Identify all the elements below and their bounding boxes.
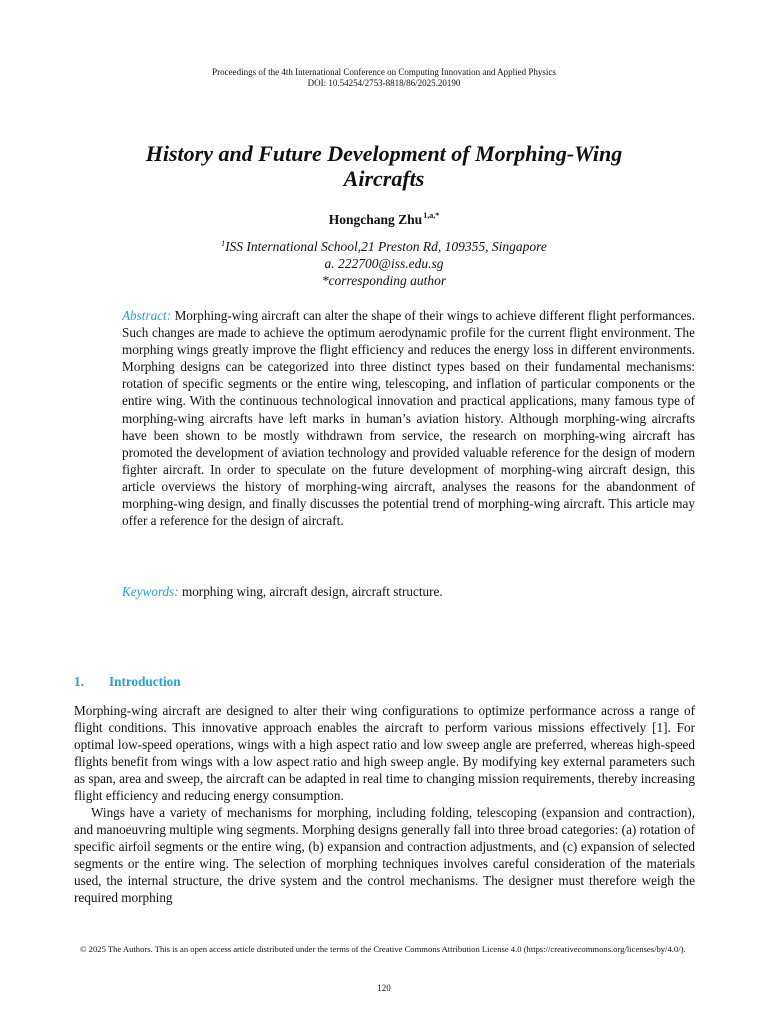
keywords xyxy=(122,583,695,600)
abstract-text: Morphing-wing aircraft can alter the shape of their wings to achieve different flight performances. Such changes are made to achieve the optimum aerodynamic profile for the current flight environment. The morphing wings greatly improve the flight efficiency and reduces the energy loss in different environments. Morphing designs can be categorized into three distinct types based on their fundamental mechanisms: rotation of specific segments or the entire wing, telescoping, and inflation of particular components or the entire wing. With the continuous technological innovation and practical applications, many famous type of morphing-wing aircrafts have left marks in human’s aviation history. Although morphing-wing aircrafts have been shown to be mostly withdrawn from service, the research on morphing-wing aircraft has promoted the development of aviation technology and provided valuable reference for the design of modern fighter aircraft. In order to speculate on the future development of morphing-wing aircraft design, this article overviews the history of morphing-wing aircraft, analyses the reasons for the abandonment of morphing-wing design, and finally discusses the potential trend of morphing-wing aircraft. This article may offer a reference for the design of aircraft. xyxy=(122,308,695,529)
affiliation: $^1$ISS International School,21 Preston Rd, 109355, Singapore xyxy=(221,239,547,254)
section-title: Introduction xyxy=(109,674,181,689)
title-line-1: History and Future Development of Morphing-Wing xyxy=(145,141,623,166)
abstract-label: Abstract: xyxy=(122,308,172,323)
keywords-label: Keywords: xyxy=(122,584,179,599)
paper-title xyxy=(90,141,678,191)
section-number: 1. xyxy=(74,674,84,689)
abstract xyxy=(122,307,695,529)
keywords-text: morphing wing, aircraft design, aircraft structure. xyxy=(181,584,443,599)
corresponding-note: *corresponding author xyxy=(321,273,447,288)
license-footnote: © 2025 The Authors. This is an open access article distributed under the terms of the Creative Commons Attribution License 4.0 (https://creativecommons.org/licenses/by/4.0/). xyxy=(80,944,686,954)
paragraph: Wings have a variety of mechanisms for morphing, including folding, telescoping (expansion and contraction), and manoeuvring multiple wing segments. Morphing designs generally fall into three broad categories: (a) rotation of specific airfoil segments or the entire wing, (b) expansion and contraction adjustments, and (c) expansion of selected segments or the entire wing. The selection of morphing techniques involves careful consideration of the materials used, the internal structure, the drive system and the control mechanisms. The designer must therefore weigh the required morphing xyxy=(74,805,695,905)
affiliation-mark: 1 xyxy=(221,239,226,248)
paragraph: Morphing-wing aircraft are designed to alter their wing configurations to optimize performance across a range of flight conditions. This innovative approach enables the aircraft to perform various missions effectively [1]. For optimal low-speed operations, wings with a high aspect ratio and low sweep angle are preferred, whereas high-speed flights benefit from wings with a low aspect ratio and high sweep angle. By modifying key external parameters such as span, area and sweep, the aircraft can be adapted in real time to changing mission requirements, thereby increasing flight efficiency and reducing energy consumption. xyxy=(74,703,695,803)
page-number: 120 xyxy=(377,983,391,993)
proceedings-title: Proceedings of the 4th International Conference on Computing Innovation and Applied Physics xyxy=(212,67,556,77)
title-line-2: Aircrafts xyxy=(343,166,425,191)
author-name: Hongchang Zhu xyxy=(328,212,423,227)
affiliation-block xyxy=(0,235,768,289)
author-email: a. 222700@iss.edu.sg xyxy=(324,256,444,271)
author-marks: 1,a,* xyxy=(423,211,440,220)
running-header xyxy=(0,67,768,89)
section-heading xyxy=(74,674,181,690)
section-body xyxy=(74,702,695,906)
author-line xyxy=(0,211,768,228)
doi: DOI: 10.54254/2753-8818/86/2025.20190 xyxy=(307,78,461,88)
